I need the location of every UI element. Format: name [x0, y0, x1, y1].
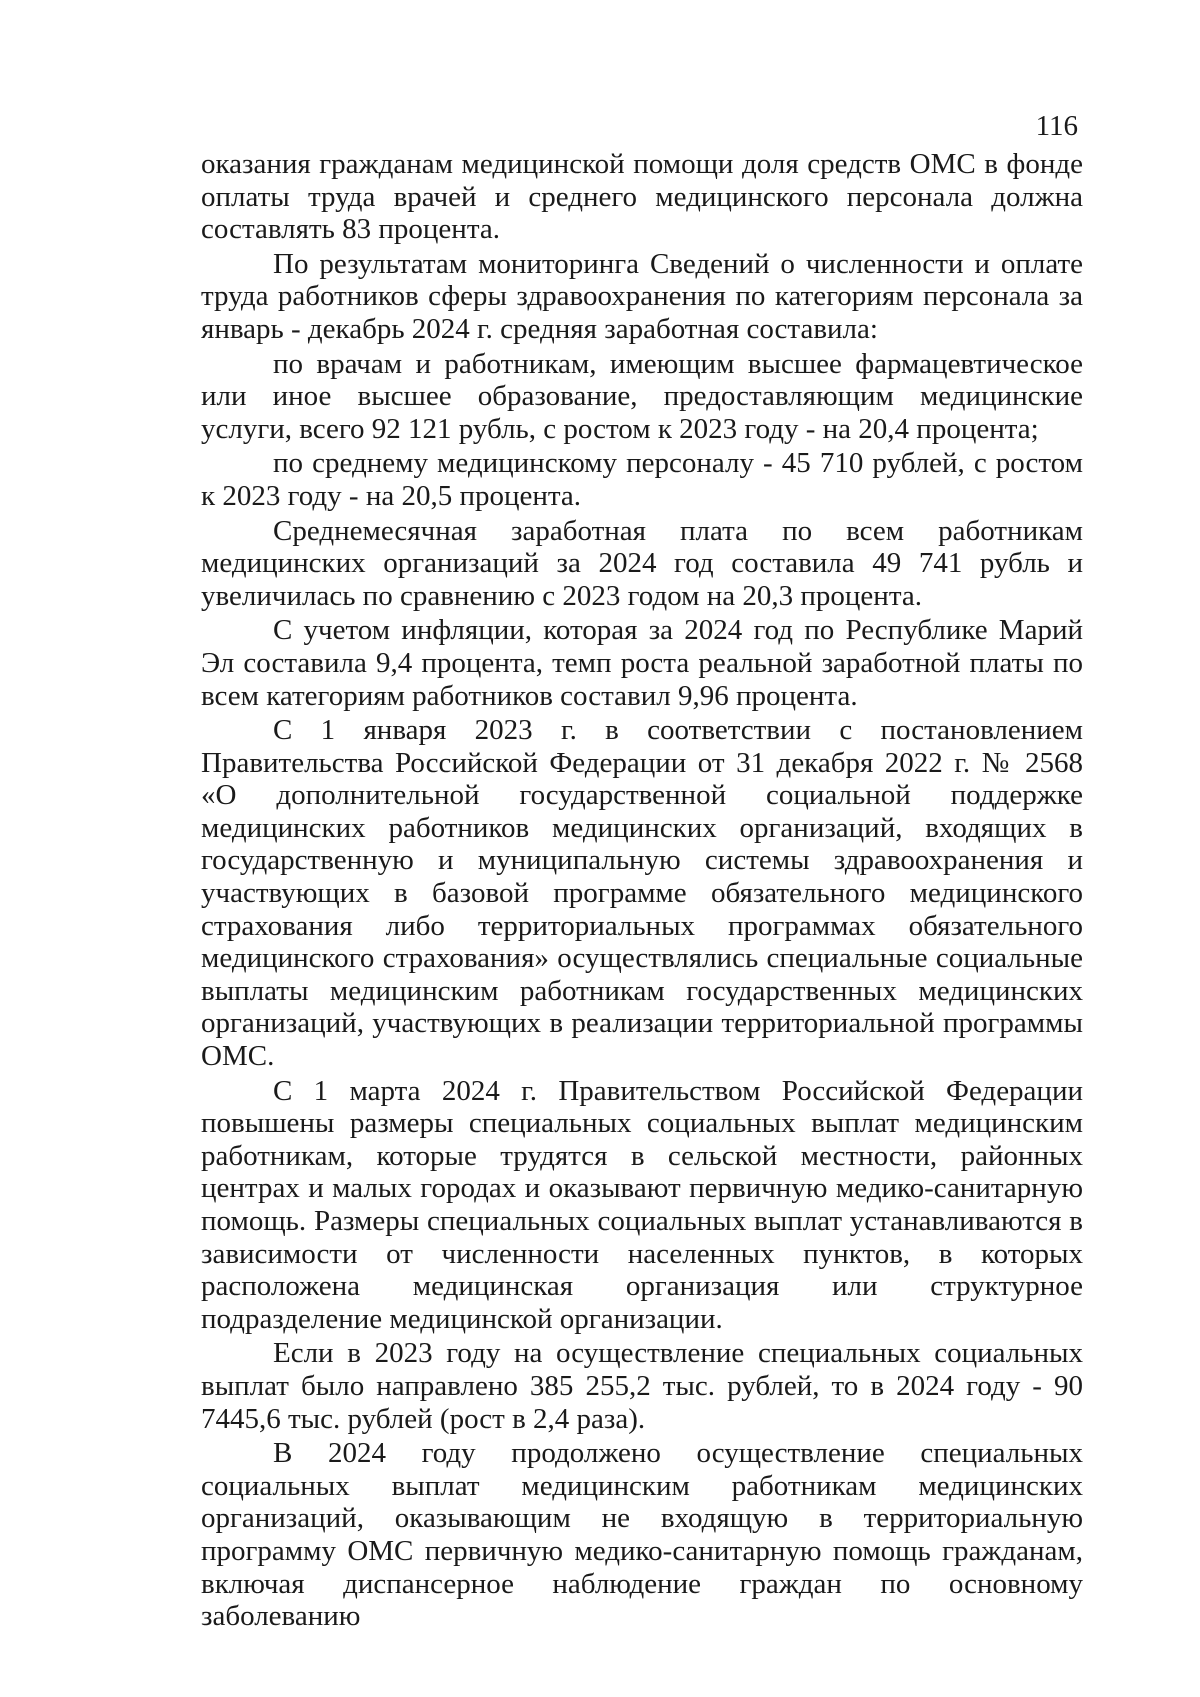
paragraph-7: С 1 января 2023 г. в соответствии с постановлением Правительства Российской Федерации от 31 декабря 2022 г. № 2568 «О дополнительной государственной социальной поддержке медицинских работников медицинских организаций, входящих в государственную и муниципальную системы здравоохранения и участвующих в базовой программе обязательного медицинского страхования либо территориальных программах обязательного медицинского страхования» осуществлялись специальные социальные выплаты медицинским работникам государственных медицинских организаций, участвующих в реализации территориальной программы ОМС.: [201, 714, 1083, 1073]
paragraph-8: С 1 марта 2024 г. Правительством Российской Федерации повышены размеры специальных социальных выплат медицинским работникам, которые трудятся в сельской местности, районных центрах и малых городах и оказывают первичную медико-санитарную помощь. Размеры специальных социальных выплат устанавливаются в зависимости от численности населенных пунктов, в которых расположена медицинская организация или структурное подразделение медицинской организации.: [201, 1074, 1083, 1335]
paragraph-1: оказания гражданам медицинской помощи доля средств ОМС в фонде оплаты труда врачей и среднего медицинского персонала должна составлять 83 процента.: [201, 148, 1083, 246]
paragraph-3: по врачам и работникам, имеющим высшее фармацевтическое или иное высшее образование, предоставляющим медицинские услуги, всего 92 121 рубль, с ростом к 2023 году - на 20,4 процента;: [201, 347, 1083, 445]
paragraph-9: Если в 2023 году на осуществление специальных социальных выплат было направлено 385 255,2 тыс. рублей, то в 2024 году - 90 7445,6 тыс. рублей (рост в 2,4 раза).: [201, 1337, 1083, 1435]
paragraph-6: С учетом инфляции, которая за 2024 год по Республике Марий Эл составила 9,4 процента, темп роста реальной заработной платы по всем категориям работников составил 9,96 процента.: [201, 614, 1083, 712]
paragraph-4: по среднему медицинскому персоналу - 45 710 рублей, с ростом к 2023 году - на 20,5 процента.: [201, 447, 1083, 512]
page-number: 116: [1035, 110, 1078, 142]
paragraph-2: По результатам мониторинга Сведений о численности и оплате труда работников сферы здравоохранения по категориям персонала за январь - декабрь 2024 г. средняя заработная составила:: [201, 247, 1083, 345]
paragraph-5: Среднемесячная заработная плата по всем работникам медицинских организаций за 2024 год составила 49 741 рубль и увеличилась по сравнению с 2023 годом на 20,3 процента.: [201, 514, 1083, 612]
document-body: [201, 148, 1083, 1635]
paragraph-10: В 2024 году продолжено осуществление специальных социальных выплат медицинским работникам медицинских организаций, оказывающим не входящую в территориальную программу ОМС первичную медико-санитарную помощь гражданам, включая диспансерное наблюдение граждан по основному заболеванию: [201, 1437, 1083, 1633]
